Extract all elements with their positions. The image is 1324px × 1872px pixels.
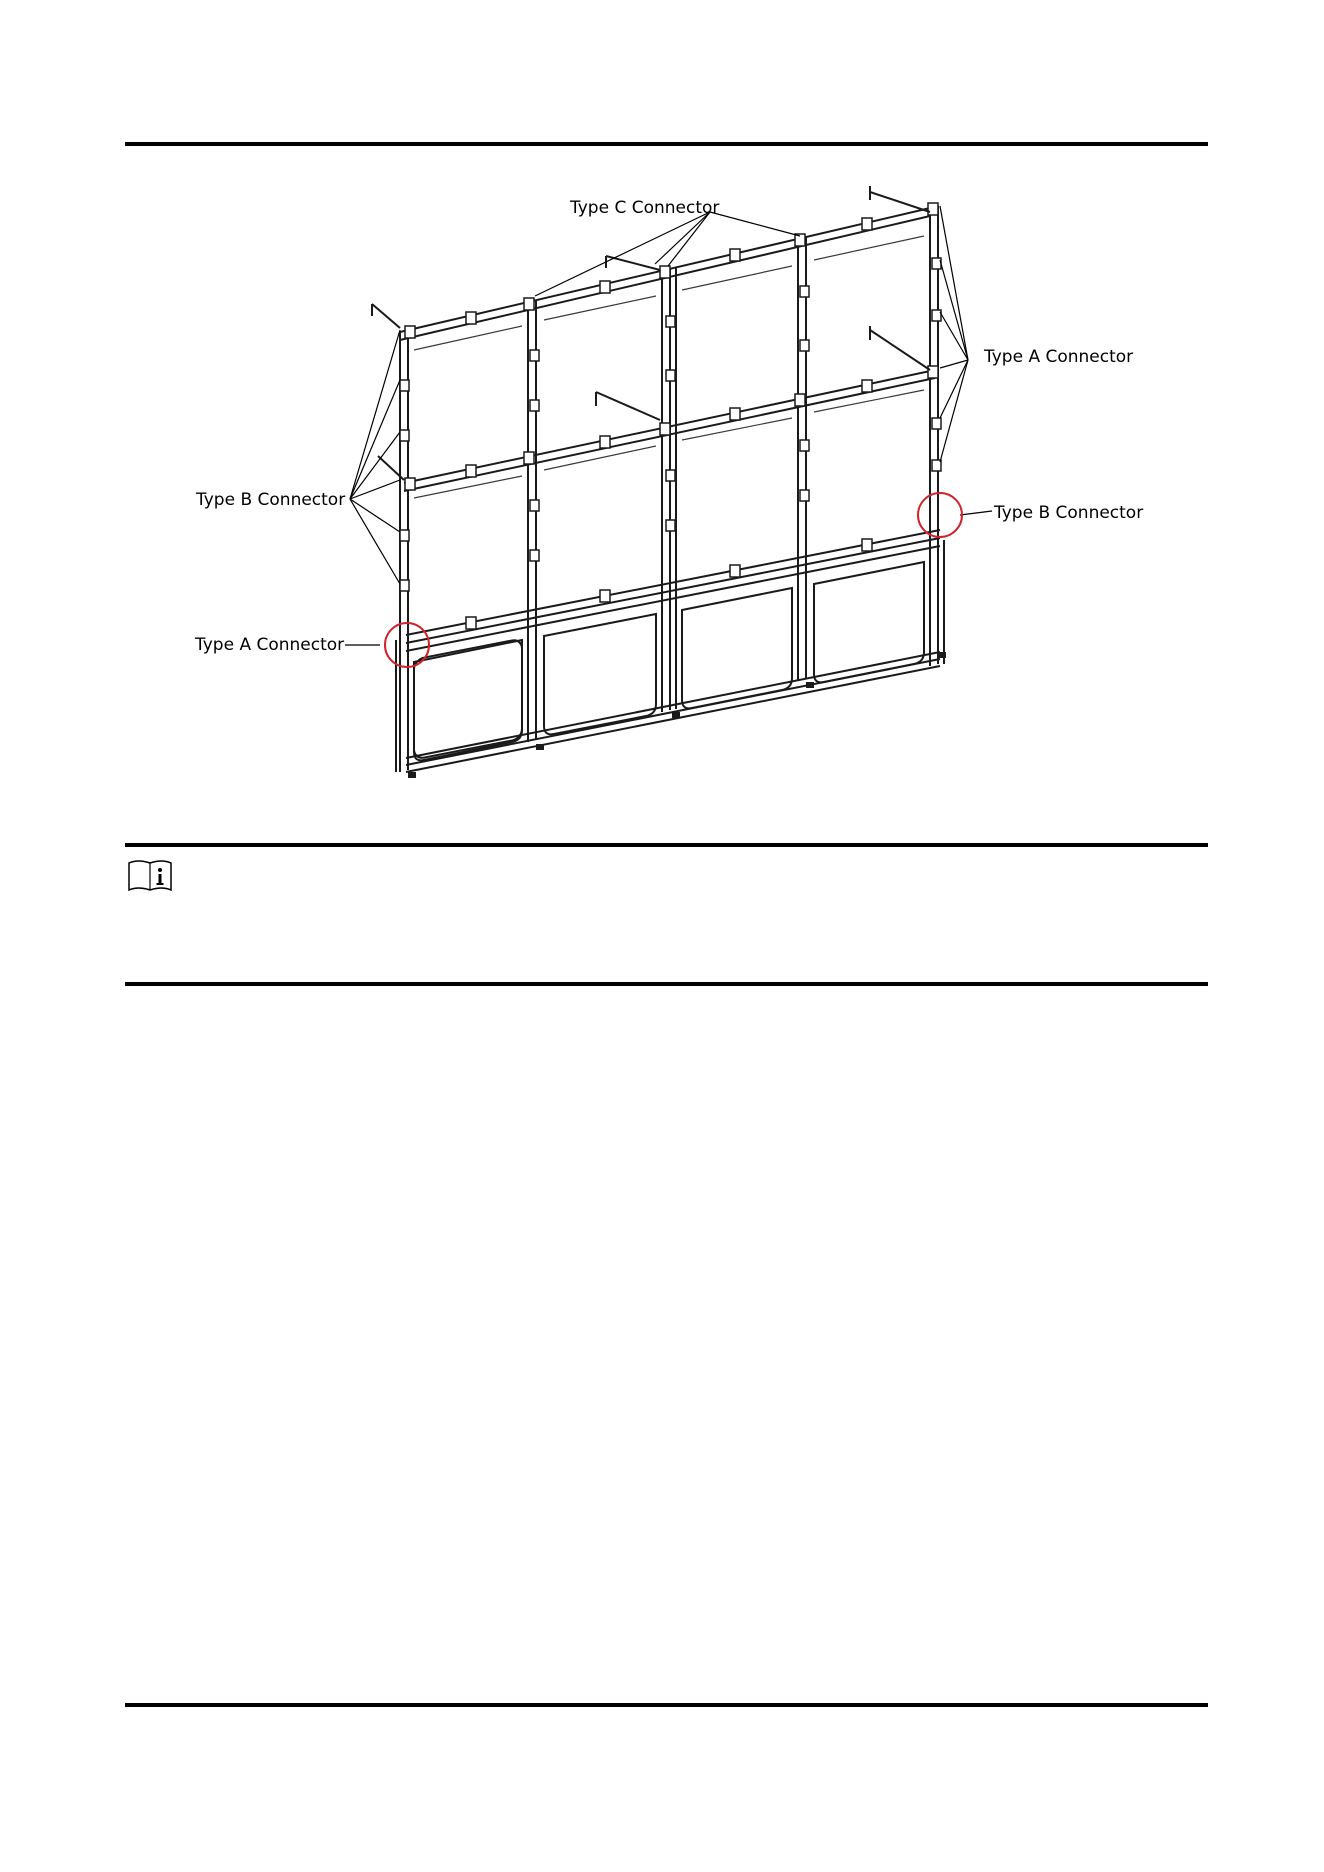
highlight-circles	[385, 493, 962, 667]
type-a-connector-label-left: Type A Connector	[195, 635, 345, 655]
wall-brackets	[372, 186, 930, 480]
frame-structure	[396, 206, 944, 772]
mounting-frame-figure	[0, 0, 1324, 820]
type-c-connector-label: Type C Connector	[570, 198, 720, 218]
note-top-rule	[125, 843, 1208, 847]
note-bottom-rule	[125, 982, 1208, 986]
footer-rule	[125, 1703, 1208, 1707]
type-b-connector-label-right: Type B Connector	[994, 503, 1144, 523]
type-a-connector-label-right: Type A Connector	[984, 347, 1134, 367]
note-book-icon	[127, 859, 173, 892]
type-b-connector-label-left: Type B Connector	[196, 490, 346, 510]
